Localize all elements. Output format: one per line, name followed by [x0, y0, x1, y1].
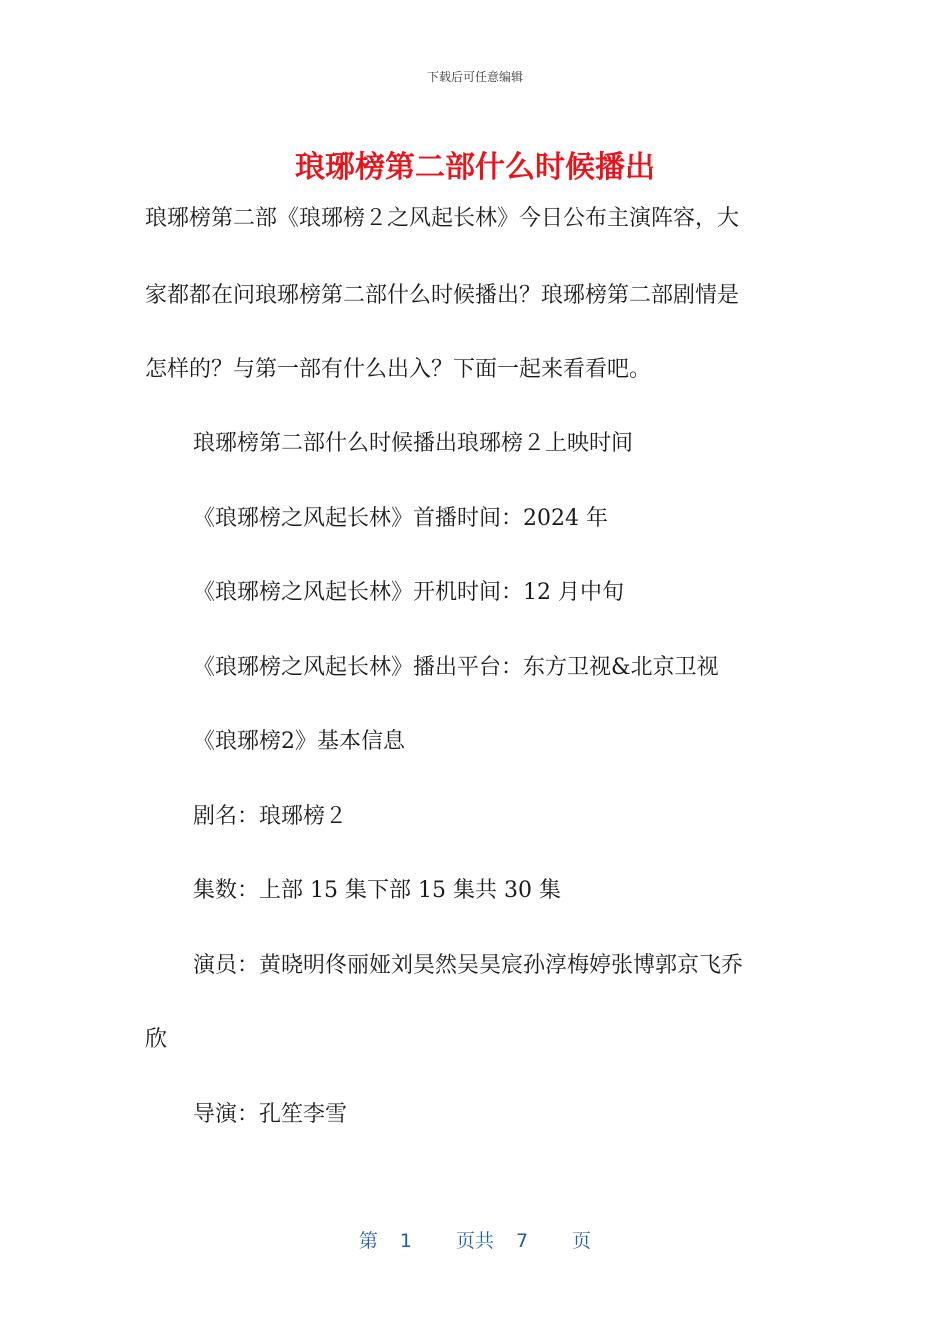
page-footer	[0, 1226, 950, 1253]
intro-line-2: 家都都在问琅琊榜第二部什么时候播出？琅琊榜第二部剧情是	[145, 283, 740, 308]
drama-name-line: 剧名：琅琊榜２	[193, 804, 348, 829]
broadcast-platform-line: 《琅琊榜之风起长林》播出平台：东方卫视&北京卫视	[193, 655, 719, 680]
intro-line-1: 琅琊榜第二部《琅琊榜２之风起长林》今日公布主演阵容，大	[145, 206, 740, 231]
current-page-number: 1	[399, 1230, 412, 1252]
document-title: 琅琊榜第二部什么时候播出	[295, 150, 655, 185]
intro-line-3: 怎样的？与第一部有什么出入？下面一起来看看吧。	[145, 357, 652, 382]
filming-start-line: 《琅琊榜之风起长林》开机时间：12 月中旬	[193, 580, 624, 605]
section-heading-basic-info: 《琅琊榜2》基本信息	[193, 729, 405, 754]
total-pages-number: 7	[516, 1230, 529, 1252]
footer-prefix: 第	[358, 1230, 378, 1252]
section-heading-release-time: 琅琊榜第二部什么时候播出琅琊榜２上映时间	[193, 431, 634, 456]
header-note: 下载后可任意编辑	[426, 70, 523, 84]
episodes-line: 集数：上部 15 集下部 15 集共 30 集	[193, 878, 561, 903]
director-line: 导演：孔笙李雪	[193, 1102, 348, 1127]
footer-suffix: 页	[572, 1230, 592, 1252]
footer-mid: 页共	[455, 1230, 494, 1252]
cast-line: 演员：黄晓明佟丽娅刘昊然吴昊宸孙淳梅婷张博郭京飞乔	[193, 953, 744, 978]
premiere-time-line: 《琅琊榜之风起长林》首播时间：2024 年	[193, 506, 608, 531]
cast-line-continued: 欣	[145, 1027, 168, 1052]
